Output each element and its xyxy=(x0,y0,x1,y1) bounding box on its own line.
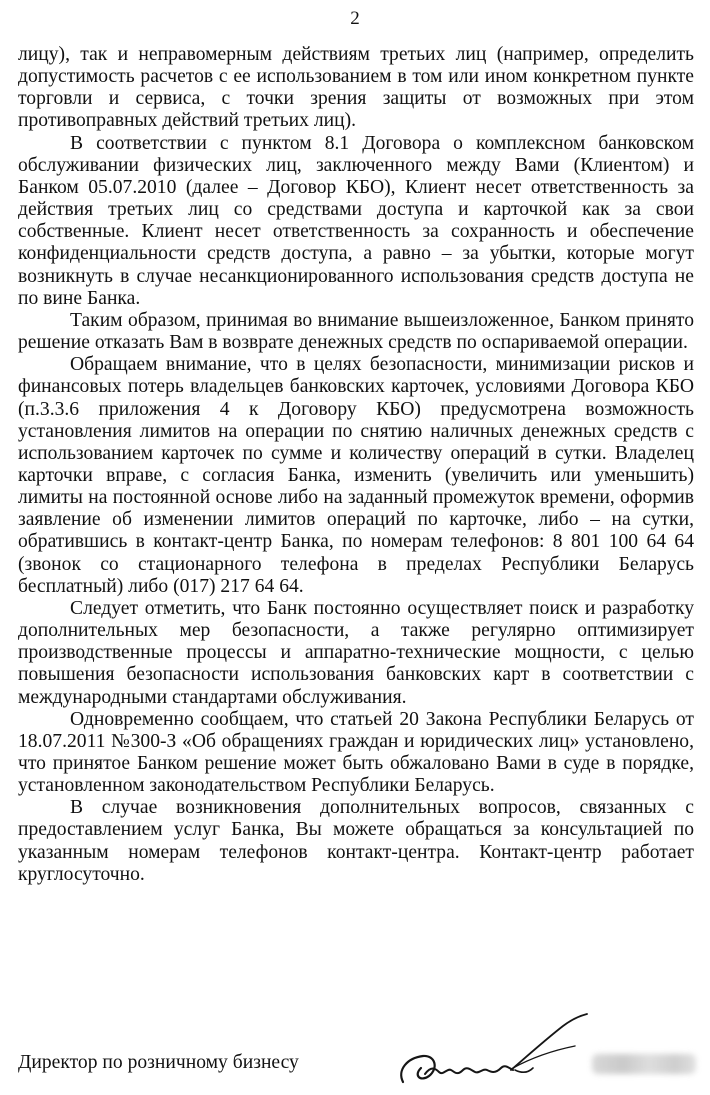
paragraph-contract-clause: В соответствии с пунктом 8.1 Договора о комплексном банковском обслуживании физических лиц, заключенного между Вами (Клиентом) и Банком 05.07.2010 (далее – Договор КБО), Клиент несет ответственность за действия третьих лиц со средствами доступа и карточкой как за свои собственные. Клиент несет ответственность за сохранность и обеспечение конфиденциальности средств доступа, а равно – за убытки, которые могут возникнуть в случае несанкционированного использования средств доступа не по вине Банка. xyxy=(18,132,694,309)
page-number: 2 xyxy=(350,8,360,29)
signer-title: Директор по розничному бизнесу xyxy=(18,1052,299,1073)
paragraph-appeal-rights: Одновременно сообщаем, что статьей 20 Закона Республики Беларусь от 18.07.2011 №300-З «Об обращениях граждан и юридических лиц» установлено, что принятое Банком решение может быть обжаловано Вами в суде в порядке, установленном законодательством Республики Беларусь. xyxy=(18,708,694,797)
paragraph-decision: Таким образом, принимая во внимание вышеизложенное, Банком принято решение отказать Вам в возврате денежных средств по оспариваемой операции. xyxy=(18,309,694,354)
paragraph-continuation: лицу), так и неправомерным действиям третьих лиц (например, определить допустимость расчетов с ее использованием в том или ином конкретном пункте торговли и сервиса, с точки зрения защиты от возможных при этом противоправных действий третьих лиц). xyxy=(18,44,694,132)
paragraph-limits: Обращаем внимание, что в целях безопасности, минимизации рисков и финансовых потерь владельцев банковских карточек, условиями Договора КБО (п.3.3.6 приложения 4 к Договору КБО) предусмотрена возможность установления лимитов на операции по снятию наличных денежных средств с использованием карточек по сумме и количеству операций в сутки. Владелец карточки вправе, с согласия Банка, изменить (увеличить или уменьшить) лимиты на постоянной основе либо на заданный промежуток времени, оформив заявление об изменении лимитов операций по карточке, либо – на сутки, обратившись в контакт-центр Банка, по номерам телефонов: 8 801 100 64 64 (звонок со стационарного телефона в пределах Республики Беларусь бесплатный) либо (017) 217 64 64. xyxy=(18,354,694,597)
paragraph-contact-center: В случае возникновения дополнительных вопросов, связанных с предоставлением услуг Банка, Вы можете обращаться за консультацией по указанным номерам телефонов контакт-центра. Контакт-центр работает круглосуточно. xyxy=(18,797,694,885)
handwritten-signature xyxy=(395,1010,595,1095)
letter-body xyxy=(18,44,694,886)
paragraph-security-measures: Следует отметить, что Банк постоянно осуществляет поиск и разработку дополнительных мер безопасности, а также регулярно оптимизирует производственные процессы и аппаратно-технические мощности, с целью повышения безопасности использования банковских карт в соответствии с международными стандартами обслуживания. xyxy=(18,597,694,708)
signature-block xyxy=(0,1010,710,1095)
redacted-signer-name xyxy=(592,1054,696,1074)
